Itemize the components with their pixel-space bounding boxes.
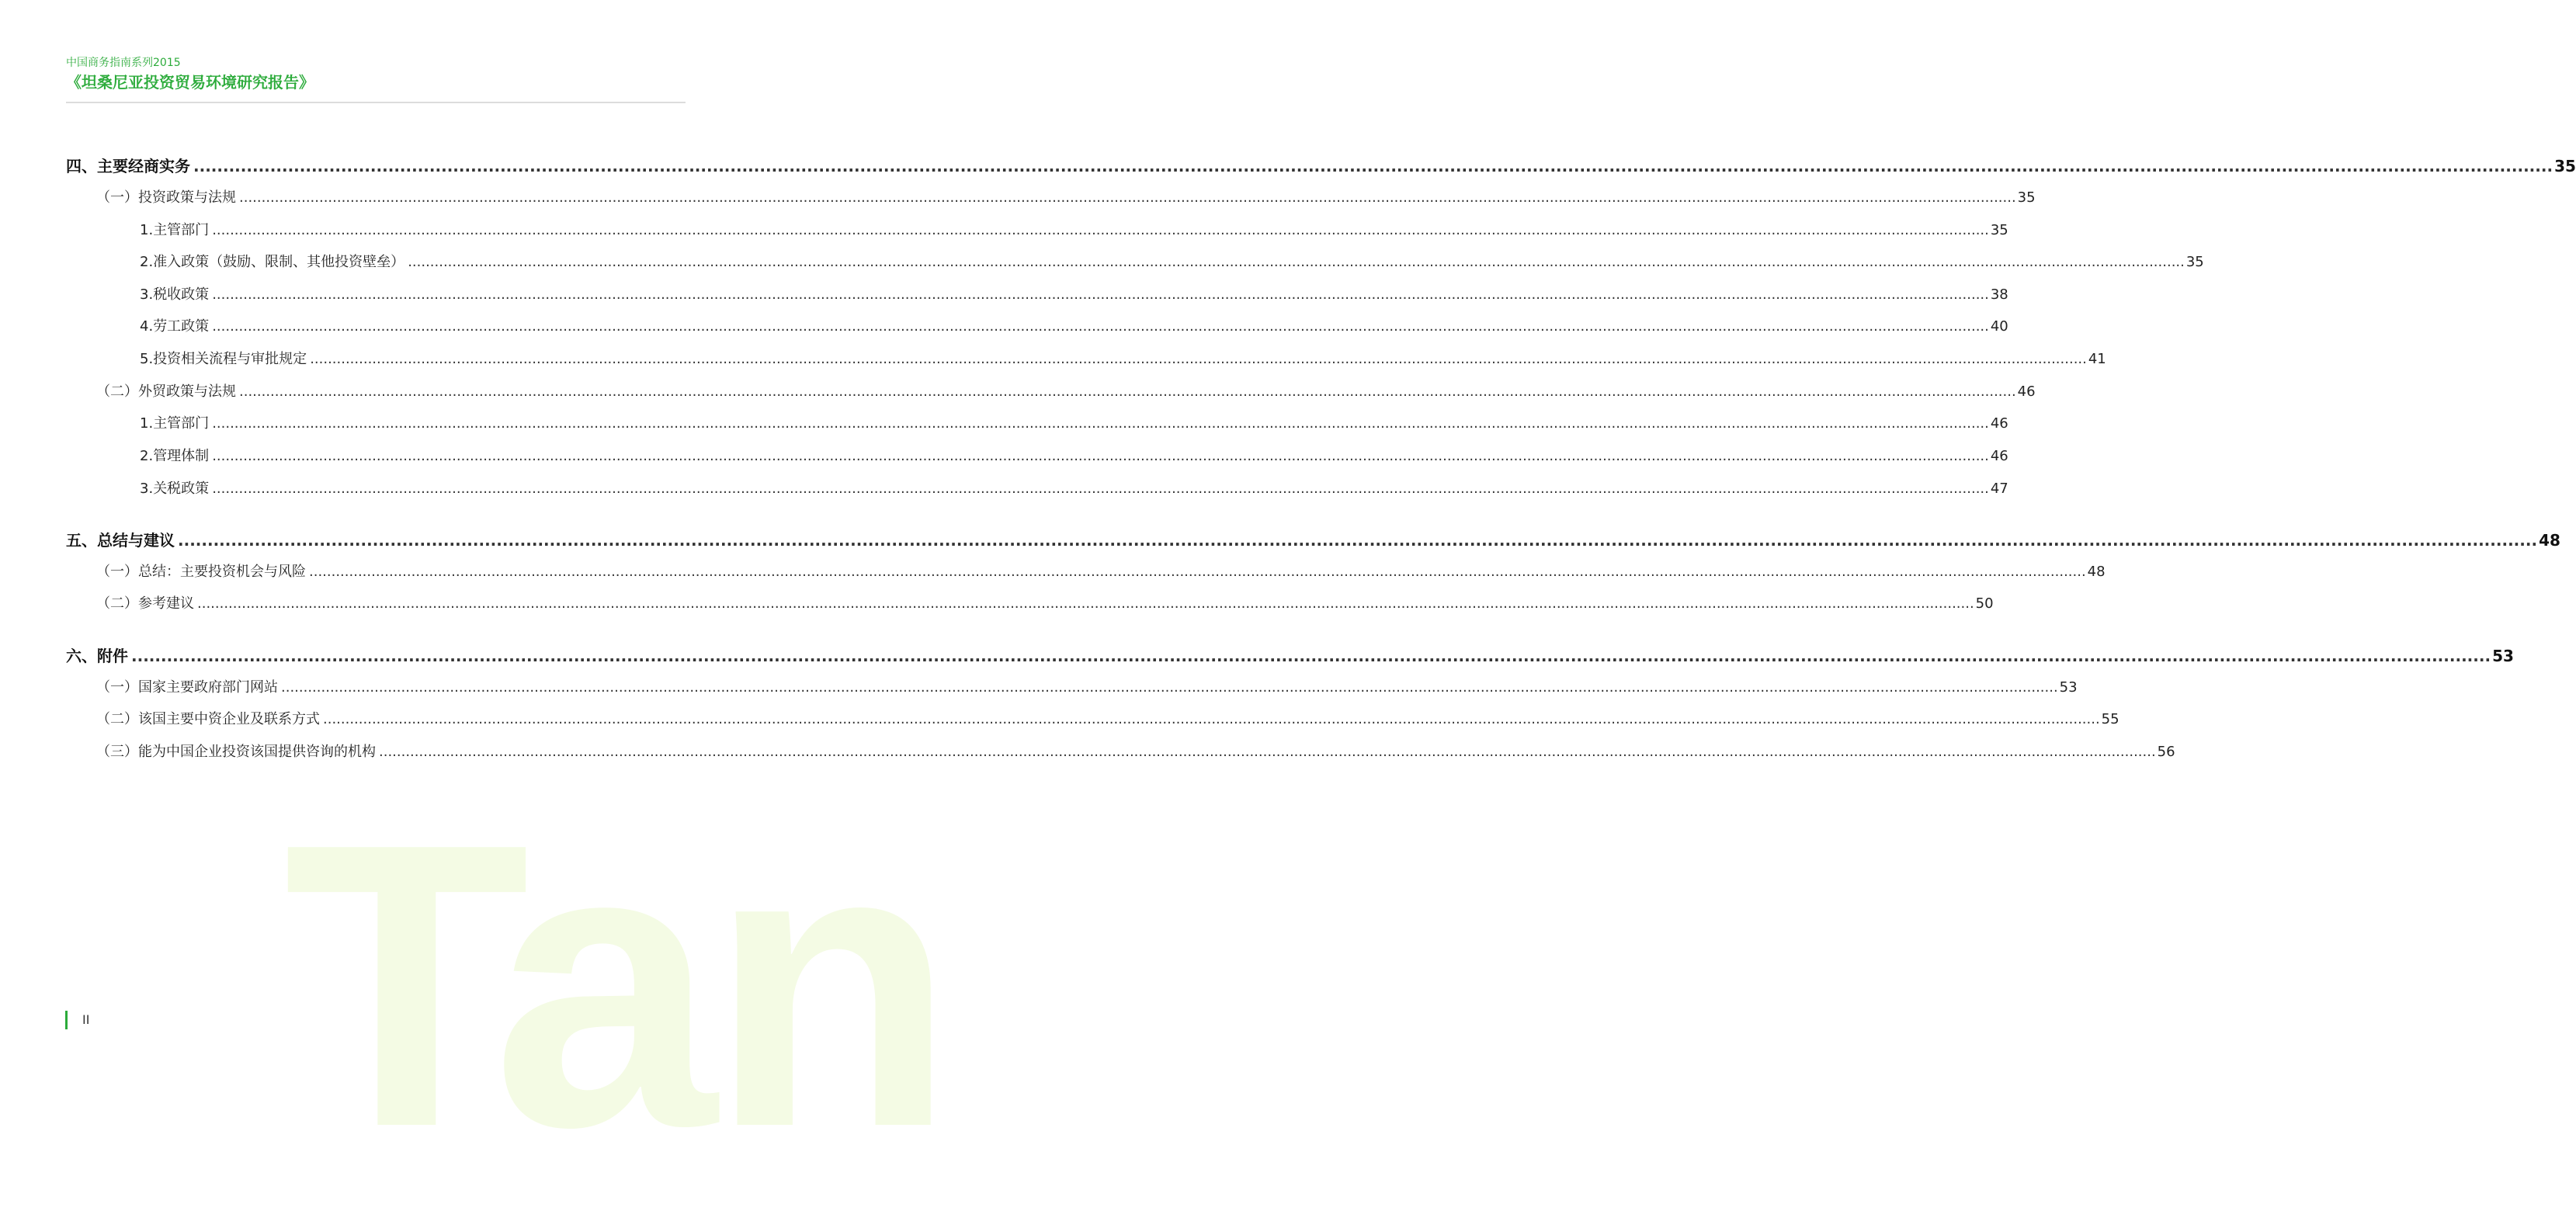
toc-entry-number: 5. <box>140 351 154 367</box>
toc-entry-number: 1. <box>140 415 154 432</box>
toc-leader-dots: ................................................................................................................................................................................................................................................................................................................................................................................................................ <box>379 744 2156 760</box>
toc-entry[interactable] <box>140 445 2008 468</box>
toc-entry-number: 2. <box>140 254 154 270</box>
toc-entry[interactable] <box>96 708 2119 731</box>
toc-leader-dots: ................................................................................................................................................................................................................................................................................................................................................................................................................ <box>193 157 2553 175</box>
header-divider <box>66 102 686 103</box>
toc-leader-dots: ................................................................................................................................................................................................................................................................................................................................................................................................................ <box>212 318 1989 335</box>
toc-entry-label: （二）该国主要中资企业及联系方式 <box>96 711 320 727</box>
toc-leader-dots: ................................................................................................................................................................................................................................................................................................................................................................................................................ <box>212 222 1989 238</box>
toc-entry[interactable] <box>96 380 2036 404</box>
toc-leader-dots: ................................................................................................................................................................................................................................................................................................................................................................................................................ <box>212 286 1989 303</box>
toc-entry[interactable] <box>140 219 2008 242</box>
footer-page-number: II <box>82 1012 90 1027</box>
toc-entry-number: 3. <box>140 286 154 303</box>
toc-entry-label: 税收政策 <box>153 286 210 303</box>
watermark-text: Tan <box>283 760 948 1211</box>
toc-entry-page: 46 <box>1990 448 2008 464</box>
toc-entry[interactable] <box>66 529 2560 552</box>
toc-entry-label: （二）外贸政策与法规 <box>96 383 236 400</box>
toc-entry-label: 四、主要经商实务 <box>66 157 190 175</box>
toc-entry-label: 关税政策 <box>153 481 210 497</box>
series-title: 中国商务指南系列2015 <box>66 57 181 69</box>
toc-entry-page: 41 <box>2088 351 2106 367</box>
toc-entry[interactable] <box>96 186 2036 210</box>
toc-entry-label: （一）国家主要政府部门网站 <box>96 679 278 696</box>
toc-entry-page: 35 <box>1990 222 2008 238</box>
toc-entry-label: 主管部门 <box>153 415 210 432</box>
toc-entry-page: 50 <box>1975 595 1994 612</box>
toc-leader-dots: ................................................................................................................................................................................................................................................................................................................................................................................................................ <box>281 679 2058 696</box>
toc-entry-label: 主管部门 <box>153 222 210 238</box>
toc-entry-label: 劳工政策 <box>153 318 210 335</box>
toc-entry[interactable] <box>140 251 2204 274</box>
toc-entry-label: 管理体制 <box>153 448 210 464</box>
toc-entry[interactable] <box>96 741 2175 764</box>
toc-leader-dots: ................................................................................................................................................................................................................................................................................................................................................................................................................ <box>239 189 2016 206</box>
toc-entry[interactable] <box>96 592 1994 616</box>
toc-entry[interactable] <box>96 560 2106 584</box>
toc-entry[interactable] <box>66 154 2576 178</box>
toc-entry-label: （三）能为中国企业投资该国提供咨询的机构 <box>96 744 376 760</box>
toc-leader-dots: ................................................................................................................................................................................................................................................................................................................................................................................................................ <box>408 254 2185 270</box>
toc-entry-page: 48 <box>2087 564 2106 580</box>
toc-entry-page: 48 <box>2539 531 2560 550</box>
toc-entry-page: 38 <box>1990 286 2008 303</box>
toc-entry[interactable] <box>140 412 2008 435</box>
toc-leader-dots: ................................................................................................................................................................................................................................................................................................................................................................................................................ <box>323 711 2100 727</box>
toc-leader-dots: ................................................................................................................................................................................................................................................................................................................................................................................................................ <box>131 647 2491 665</box>
toc-entry-page: 40 <box>1990 318 2008 335</box>
report-title: 《坦桑尼亚投资贸易环境研究报告》 <box>66 73 314 92</box>
toc-entry-label: （一）总结：主要投资机会与风险 <box>96 564 306 580</box>
toc-leader-dots: ................................................................................................................................................................................................................................................................................................................................................................................................................ <box>197 595 1974 612</box>
toc-entry-number: 4. <box>140 318 154 335</box>
toc-leader-dots: ................................................................................................................................................................................................................................................................................................................................................................................................................ <box>309 564 2086 580</box>
toc-entry-page: 47 <box>1990 481 2008 497</box>
toc-entry[interactable] <box>140 477 2008 501</box>
toc-entry-page: 35 <box>2554 157 2576 175</box>
toc-leader-dots: ................................................................................................................................................................................................................................................................................................................................................................................................................ <box>212 415 1989 432</box>
toc-leader-dots: ................................................................................................................................................................................................................................................................................................................................................................................................................ <box>310 351 2087 367</box>
toc-entry[interactable] <box>140 315 2008 338</box>
toc-entry-label: 五、总结与建议 <box>66 531 175 550</box>
toc-entry-page: 56 <box>2157 744 2175 760</box>
toc-entry-number: 3. <box>140 481 154 497</box>
toc-entry-label: 准入政策（鼓励、限制、其他投资壁垒） <box>153 254 405 270</box>
toc-entry[interactable] <box>66 644 2514 668</box>
toc-entry-label: 投资相关流程与审批规定 <box>153 351 307 367</box>
toc-leader-dots: ................................................................................................................................................................................................................................................................................................................................................................................................................ <box>178 531 2538 550</box>
toc-leader-dots: ................................................................................................................................................................................................................................................................................................................................................................................................................ <box>239 383 2016 400</box>
toc-leader-dots: ................................................................................................................................................................................................................................................................................................................................................................................................................ <box>212 481 1989 497</box>
toc-entry[interactable] <box>96 676 2078 699</box>
toc-entry-label: 六、附件 <box>66 647 128 665</box>
toc-entry-page: 46 <box>1990 415 2008 432</box>
toc-entry[interactable] <box>140 348 2106 371</box>
toc-entry-page: 53 <box>2059 679 2078 696</box>
page-header <box>66 56 314 93</box>
toc-entry-page: 55 <box>2101 711 2119 727</box>
toc-leader-dots: ................................................................................................................................................................................................................................................................................................................................................................................................................ <box>212 448 1989 464</box>
toc-entry-page: 46 <box>2017 383 2036 400</box>
toc-entry[interactable] <box>140 283 2008 307</box>
toc-entry-number: 1. <box>140 222 154 238</box>
toc-entry-page: 53 <box>2492 647 2514 665</box>
toc-entry-page: 35 <box>2185 254 2204 270</box>
toc-entry-label: （二）参考建议 <box>96 595 194 612</box>
footer-accent-bar <box>65 1011 68 1029</box>
toc-entry-page: 35 <box>2017 189 2036 206</box>
toc-entry-label: （一）投资政策与法规 <box>96 189 236 206</box>
toc-entry-number: 2. <box>140 448 154 464</box>
